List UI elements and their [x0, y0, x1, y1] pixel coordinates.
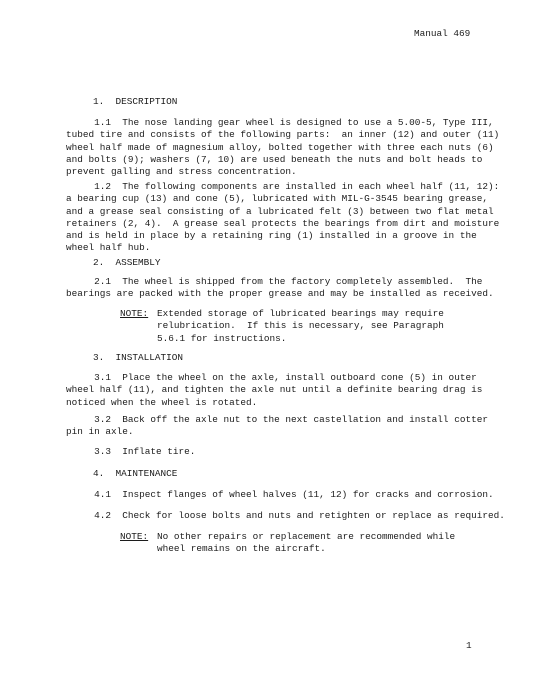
note-text: [157, 531, 455, 556]
paragraph-3-1: [66, 372, 482, 409]
text-line: wheel half (11), and tighten the axle nut until a definite bearing drag is: [66, 384, 483, 396]
text-line: No other repairs or replacement are recommended while: [157, 531, 456, 542]
text-line: 3.1 Place the wheel on the axle, install outboard cone (5) in outer: [66, 372, 477, 383]
text-line: retainers (2, 4). A grease seal protects the bearings from dirt and moisture: [66, 217, 500, 229]
text-line: pin in axle.: [66, 426, 134, 438]
text-line: wheel half made of magnesium alloy, bolted together with three each nuts (6): [66, 141, 494, 153]
text-line: bearings are packed with the proper grease and may be installed as received.: [66, 288, 494, 300]
text-line: 1.1 The nose landing gear wheel is designed to use a 5.00-5, Type III,: [66, 117, 494, 128]
note-label: NOTE:: [120, 308, 149, 319]
paragraph-1-2: [66, 181, 499, 255]
text-line: prevent galling and stress concentration.: [66, 166, 297, 178]
text-line: 1.2 The following components are installed in each wheel half (11, 12):: [66, 181, 500, 192]
text-line: relubrication. If this is necessary, see Paragraph: [157, 320, 444, 332]
paragraph-3-3: [66, 446, 195, 458]
text-line: 4.2 Check for loose bolts and nuts and retighten or replace as required.: [66, 510, 505, 521]
text-line: a bearing cup (13) and cone (5), lubricated with MIL-G-3545 bearing grease,: [66, 193, 488, 205]
text-line: 4.1 Inspect flanges of wheel halves (11, 12) for cracks and corrosion.: [66, 489, 494, 500]
text-line: noticed when the wheel is rotated.: [66, 396, 258, 408]
paragraph-4-2: [66, 510, 505, 522]
text-line: and is held in place by a retaining ring (1) installed in a groove in the: [66, 230, 477, 242]
manual-number: Manual 469: [414, 28, 471, 39]
text-line: tubed tire and consists of the following parts: an inner (12) and outer (11): [66, 129, 500, 141]
text-line: 5.6.1 for instructions.: [157, 332, 287, 344]
note-text: [157, 308, 444, 345]
section-heading-installation: 3. INSTALLATION: [93, 352, 184, 363]
text-line: and bolts (9); washers (7, 10) are used beneath the nuts and bolt heads to: [66, 153, 483, 165]
text-line: wheel remains on the aircraft.: [157, 543, 326, 555]
section-heading-maintenance: 4. MAINTENANCE: [93, 468, 178, 479]
note-label: NOTE:: [120, 531, 149, 542]
text-line: Extended storage of lubricated bearings may require: [157, 308, 444, 319]
text-line: 3.2 Back off the axle nut to the next castellation and install cotter: [66, 414, 488, 425]
text-line: 2.1 The wheel is shipped from the factory completely assembled. The: [66, 276, 483, 287]
page-number: 1: [466, 640, 472, 651]
section-heading-description: 1. DESCRIPTION: [93, 96, 178, 107]
text-line: 3.3 Inflate tire.: [66, 446, 196, 457]
section-heading-assembly: 2. ASSEMBLY: [93, 257, 161, 268]
paragraph-2-1: [66, 276, 494, 301]
paragraph-4-1: [66, 489, 494, 501]
text-line: wheel half hub.: [66, 242, 151, 254]
paragraph-1-1: [66, 117, 499, 178]
text-line: and a grease seal consisting of a lubricated felt (3) between two flat metal: [66, 205, 494, 217]
paragraph-3-2: [66, 414, 488, 439]
